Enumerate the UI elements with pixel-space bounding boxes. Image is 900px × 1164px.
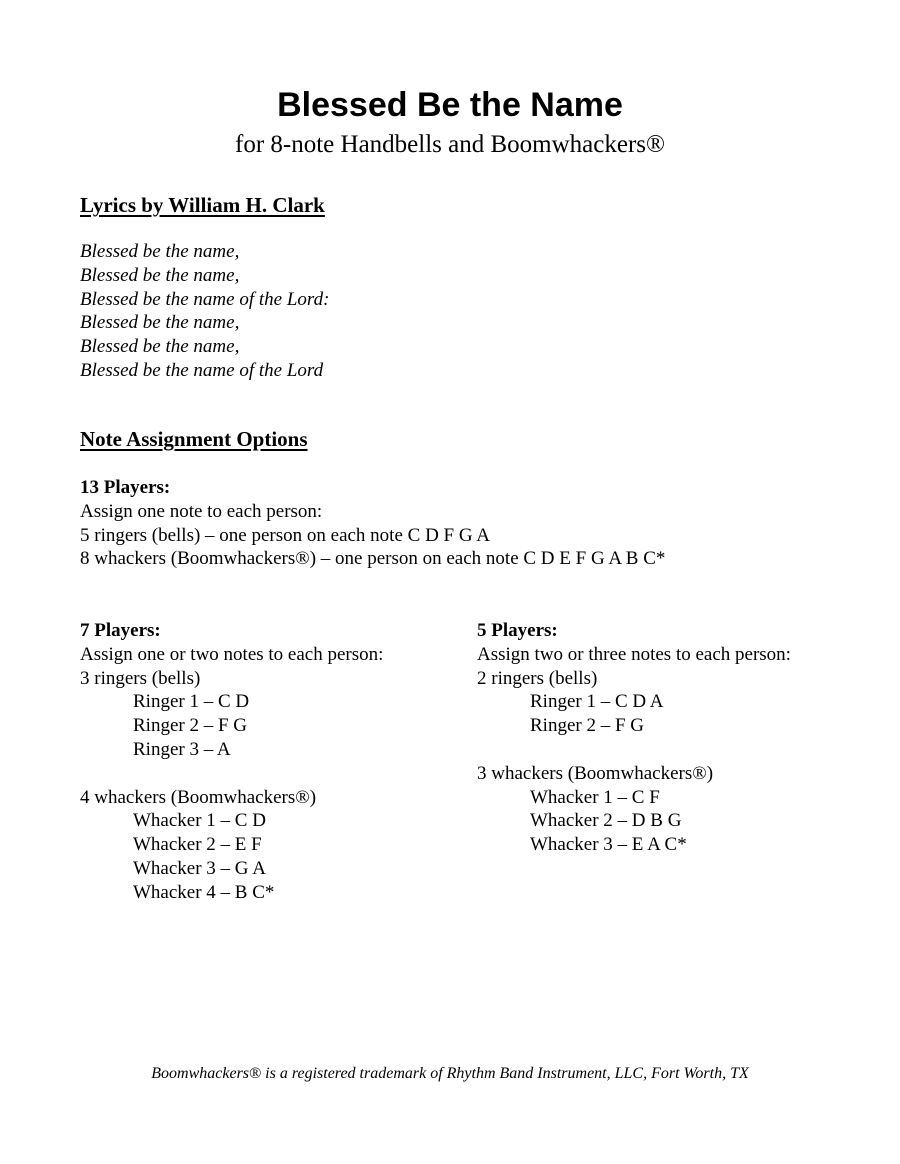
seven-players-instruction: Assign one or two notes to each person: (80, 643, 384, 665)
spacer (80, 762, 383, 786)
lyric-line: Blessed be the name, (80, 312, 240, 334)
lyric-line: Blessed be the name, (80, 264, 240, 286)
ringer-assignment: Ringer 1 – C D (133, 691, 250, 713)
note-assignment-heading: Note Assignment Options (80, 427, 308, 451)
whacker-assignment: Whacker 4 – B C* (133, 881, 275, 903)
five-players-label: 5 Players: (477, 620, 558, 641)
lyric-line: Blessed be the name, (80, 336, 240, 358)
ringer-assignment: Ringer 1 – C D A (530, 691, 664, 713)
page-title: Blessed Be the Name (277, 86, 623, 124)
ringer-assignment: Ringer 2 – F G (133, 715, 247, 737)
seven-players-label: 7 Players: (80, 620, 161, 641)
seven-players-ringers-label: 3 ringers (bells) (80, 667, 201, 689)
page-subtitle: for 8-note Handbells and Boomwhackers® (235, 131, 665, 158)
thirteen-players-whackers: 8 whackers (Boomwhackers®) – one person on each note C D E F G A B C* (80, 548, 666, 570)
lyrics-heading: Lyrics by William H. Clark (80, 193, 325, 217)
thirteen-players-label: 13 Players: (80, 477, 171, 498)
seven-players-section (80, 619, 383, 905)
five-players-ringers-label: 2 ringers (bells) (477, 667, 598, 689)
five-players-whackers-label: 3 whackers (Boomwhackers®) (477, 762, 714, 784)
ringer-assignment: Ringer 3 – A (133, 738, 231, 760)
lyric-line: Blessed be the name, (80, 241, 240, 262)
thirteen-players-section (80, 476, 665, 571)
five-players-section (477, 619, 791, 857)
lyric-line: Blessed be the name of the Lord: (80, 288, 330, 310)
whacker-assignment: Whacker 1 – C F (530, 786, 660, 808)
thirteen-players-ringers: 5 ringers (bells) – one person on each note C D F G A (80, 524, 491, 546)
whacker-assignment: Whacker 3 – G A (133, 857, 266, 879)
lyric-line: Blessed be the name of the Lord (80, 359, 324, 381)
whacker-assignment: Whacker 2 – E F (133, 834, 262, 856)
lyrics-block (80, 240, 329, 383)
whacker-assignment: Whacker 1 – C D (133, 810, 266, 832)
whacker-assignment: Whacker 2 – D B G (530, 810, 682, 832)
trademark-footer: Boomwhackers® is a registered trademark of Rhythm Band Instrument, LLC, Fort Worth, TX (151, 1065, 749, 1082)
ringer-assignment: Ringer 2 – F G (530, 715, 644, 737)
thirteen-players-instruction: Assign one note to each person: (80, 500, 323, 522)
seven-players-whackers-label: 4 whackers (Boomwhackers®) (80, 786, 317, 808)
whacker-assignment: Whacker 3 – E A C* (530, 834, 687, 856)
spacer (477, 738, 791, 762)
five-players-instruction: Assign two or three notes to each person: (477, 643, 791, 665)
